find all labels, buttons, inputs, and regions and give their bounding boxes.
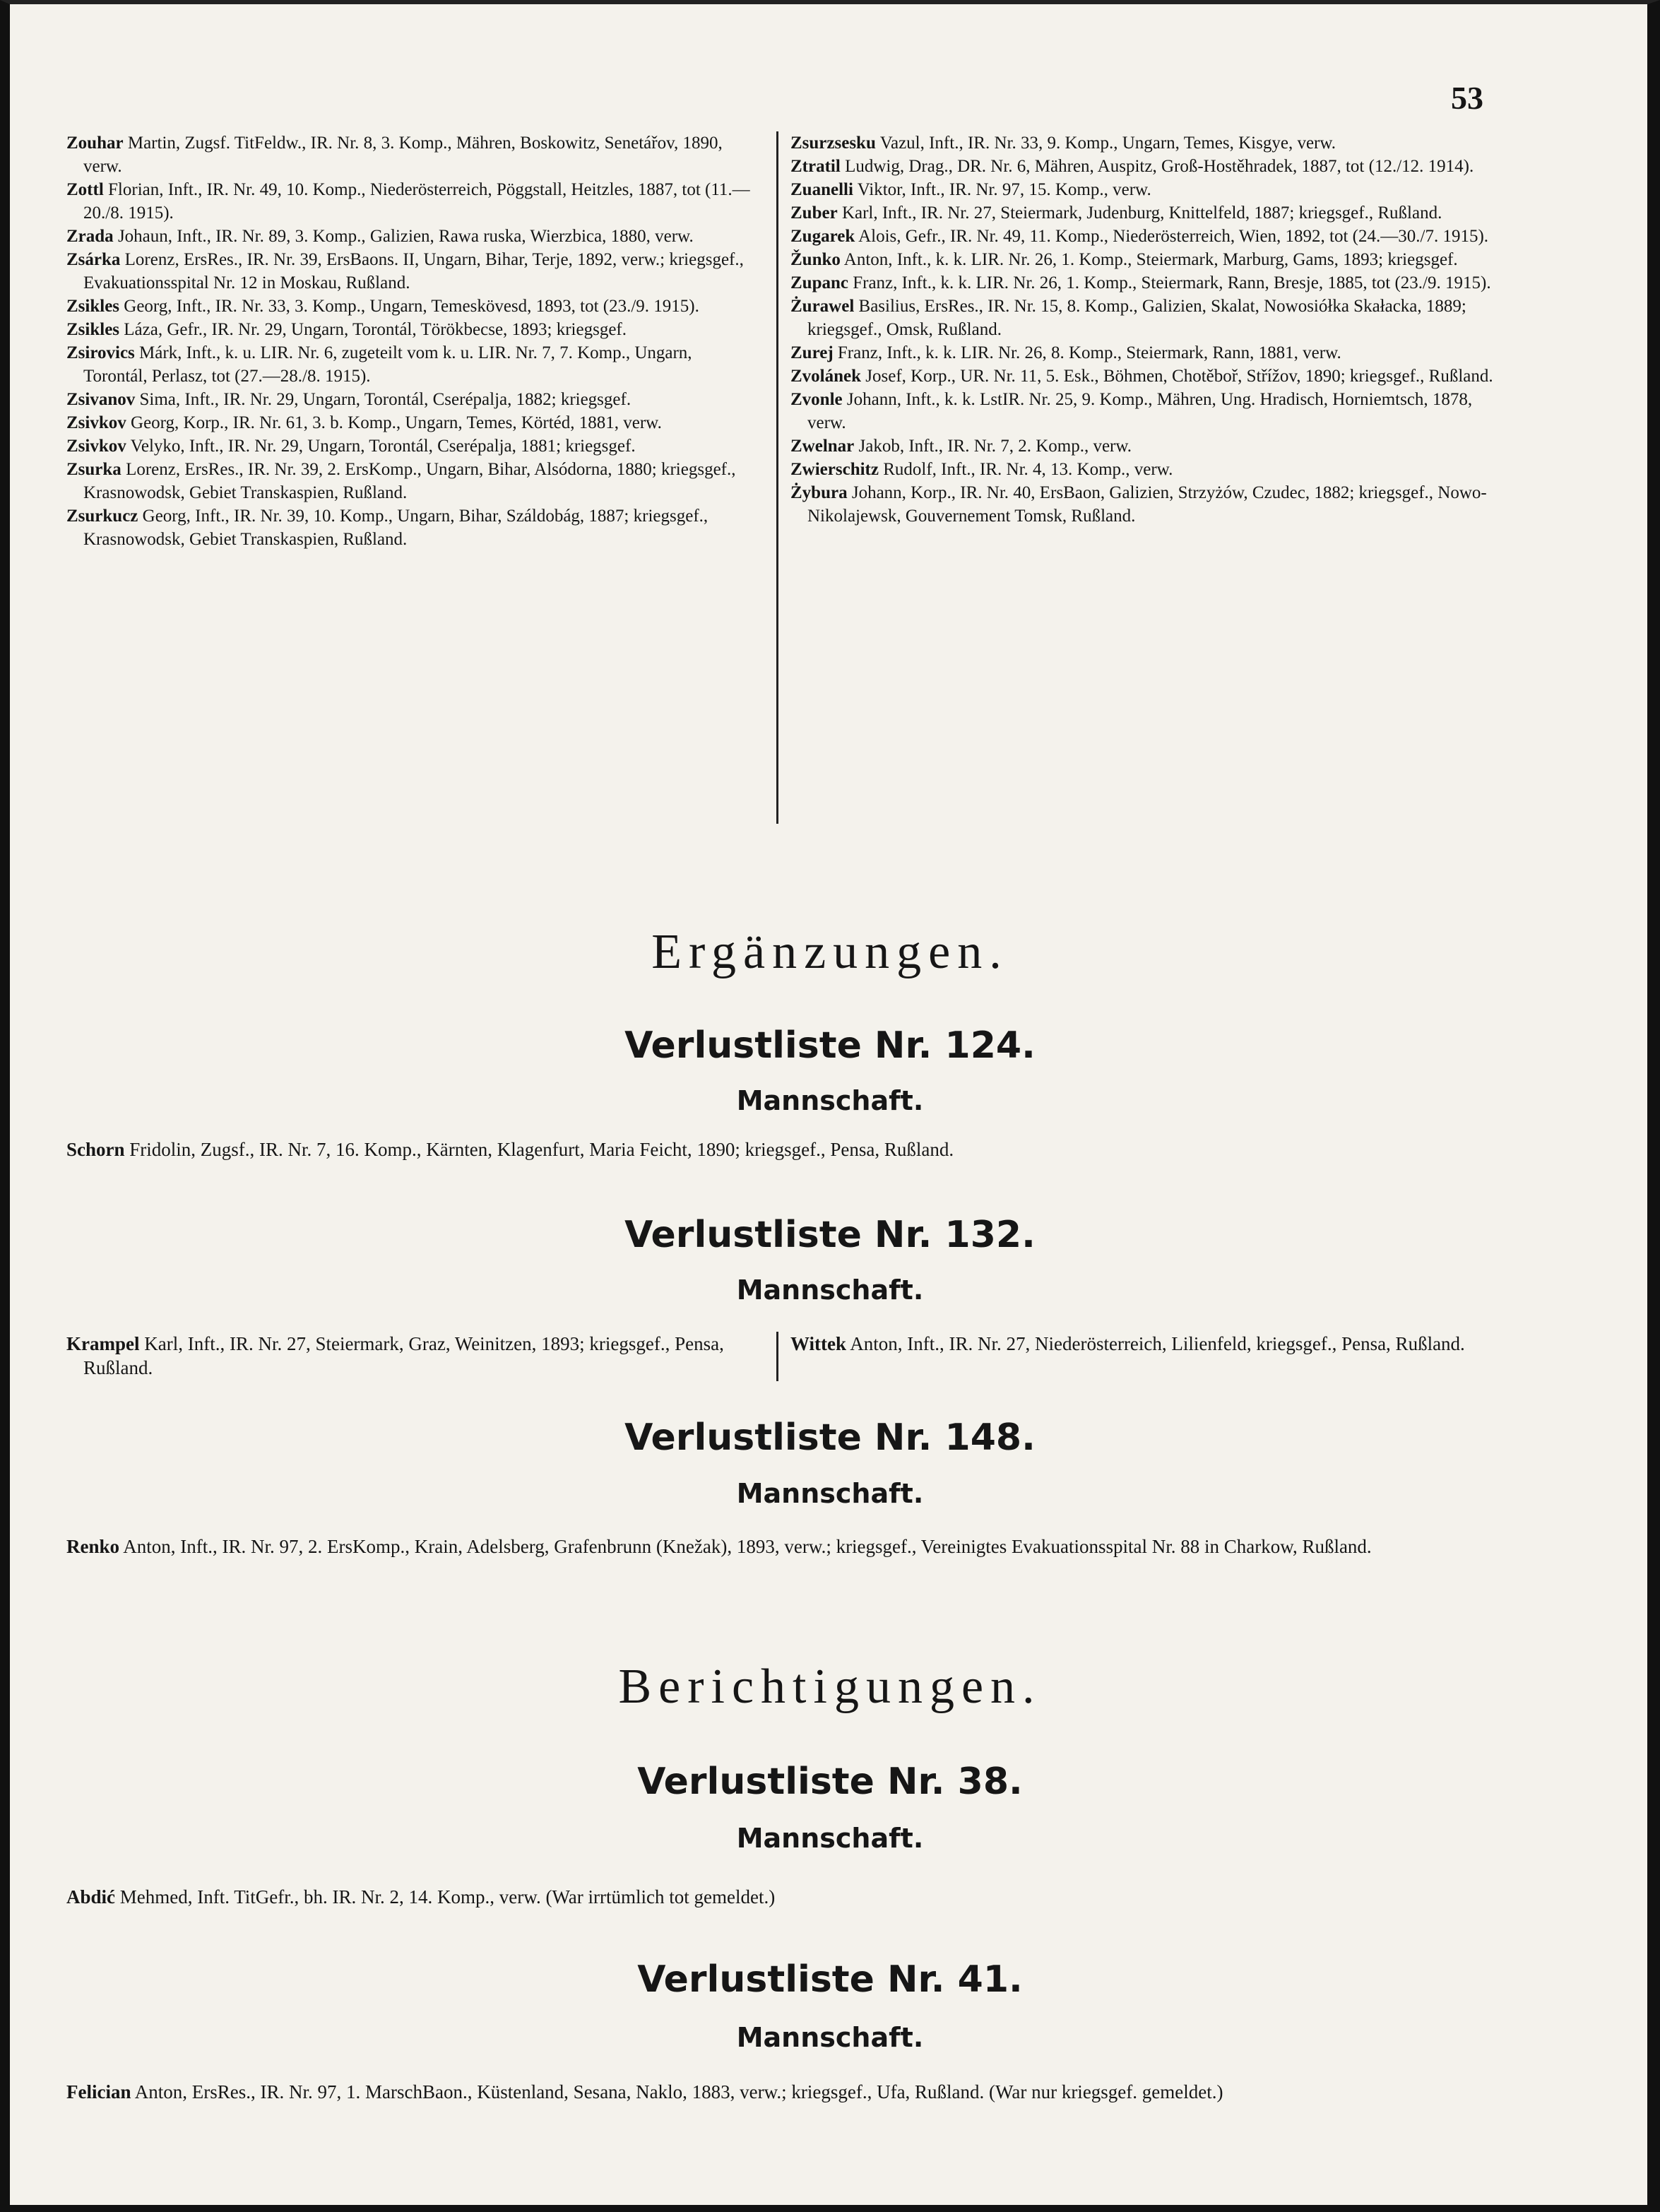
- entry-surname: Zrada: [66, 227, 114, 246]
- casualty-entry: [66, 458, 759, 504]
- entry-details: Sima, Inft., IR. Nr. 29, Ungarn, Torontál, Cserépalja, 1882; kriegsgef.: [139, 390, 632, 409]
- entry-surname: Zwelnar: [790, 437, 855, 456]
- entry-details: Georg, Inft., IR. Nr. 39, 10. Komp., Ungarn, Bihar, Száldobág, 1887; kriegsgef., Krasnowodsk, Gebiet Transkaspien, Rußland.: [83, 507, 709, 549]
- entry-surname: Schorn: [66, 1139, 125, 1160]
- column-divider: [776, 1332, 778, 1381]
- entry-surname: Zsikles: [66, 320, 120, 339]
- vl132-subtitle: Mannschaft.: [736, 1274, 924, 1306]
- entry-details: Georg, Korp., IR. Nr. 61, 3. b. Komp., Ungarn, Temes, Körtéd, 1881, verw.: [131, 413, 662, 432]
- entry-details: Anton, Inft., IR. Nr. 97, 2. ErsKomp., Krain, Adelsberg, Grafenbrunn (Knežak), 1893, verw.; kriegsgef., Vereinigtes Evakuationsspital Nr. 88 in Charkow, Rußland.: [123, 1536, 1372, 1557]
- entry-surname: Żybura: [790, 483, 848, 502]
- vl38-entry: [66, 1885, 1496, 1909]
- casualty-entry: [66, 504, 759, 551]
- casualty-entry: [790, 434, 1497, 458]
- entry-details: Johann, Korp., IR. Nr. 40, ErsBaon, Galizien, Strzyżów, Czudec, 1882; kriegsgef., Nowo-Nikolajewsk, Gouvernement Tomsk, Rußland.: [807, 483, 1487, 526]
- entry-details: Florian, Inft., IR. Nr. 49, 10. Komp., Niederösterreich, Pöggstall, Heitzles, 1887, tot (11.—20./8. 1915).: [83, 180, 750, 223]
- entry-details: Lorenz, ErsRes., IR. Nr. 39, ErsBaons. II, Ungarn, Bihar, Terje, 1892, verw.; kriegsgef., Evakuationsspital Nr. 12 in Moskau, Rußland.: [83, 250, 744, 292]
- berichtigungen-heading: Berichtigungen.: [618, 1660, 1042, 1714]
- erganzungen-heading: Ergänzungen.: [651, 925, 1009, 979]
- entry-surname: Zwierschitz: [790, 460, 879, 479]
- entry-surname: Zsárka: [66, 250, 121, 269]
- entry-details: Karl, Inft., IR. Nr. 27, Steiermark, Judenburg, Knittelfeld, 1887; kriegsgef., Rußland.: [841, 203, 1442, 223]
- vl124-title: Verlustliste Nr. 124.: [624, 1024, 1036, 1067]
- left-column: [66, 131, 759, 551]
- casualty-entry: [790, 341, 1497, 365]
- entry-surname: Zottl: [66, 180, 104, 199]
- casualty-entry: [66, 318, 759, 341]
- vl148-title: Verlustliste Nr. 148.: [624, 1416, 1036, 1459]
- entry-details: Ludwig, Drag., DR. Nr. 6, Mähren, Auspitz, Groß-Hostěhradek, 1887, tot (12./12. 1914).: [845, 157, 1474, 176]
- entry-surname: Zouhar: [66, 134, 124, 153]
- entry-details: Georg, Inft., IR. Nr. 33, 3. Komp., Ungarn, Temeskövesd, 1893, tot (23./9. 1915).: [124, 297, 699, 316]
- entry-details: Johaun, Inft., IR. Nr. 89, 3. Komp., Galizien, Rawa ruska, Wierzbica, 1880, verw.: [117, 227, 694, 246]
- entry-details: Martin, Zugsf. TitFeldw., IR. Nr. 8, 3. Komp., Mähren, Boskowitz, Senetářov, 1890, verw.: [83, 134, 723, 176]
- vl41-entry: [66, 2080, 1496, 2104]
- entry-surname: Zvolánek: [790, 367, 862, 386]
- entry-details: Vazul, Inft., IR. Nr. 33, 9. Komp., Ungarn, Temes, Kisgye, verw.: [879, 134, 1336, 153]
- entry-details: Anton, ErsRes., IR. Nr. 97, 1. MarschBaon., Küstenland, Sesana, Naklo, 1883, verw.; kriegsgef., Ufa, Rußland. (War nur kriegsgef. gemeldet.): [134, 2081, 1223, 2102]
- vl132-left-entry: [66, 1332, 776, 1380]
- entry-details: Lorenz, ErsRes., IR. Nr. 39, 2. ErsKomp., Ungarn, Bihar, Alsódorna, 1880; kriegsgef., Krasnowodsk, Gebiet Transkaspien, Rußland.: [83, 460, 736, 502]
- casualty-entry: [66, 295, 759, 318]
- entry-surname: Abdić: [66, 1886, 116, 1908]
- casualty-entry: [790, 178, 1497, 201]
- casualty-entry: [66, 178, 759, 225]
- entry-surname: Zuanelli: [790, 180, 853, 199]
- vl124-entry: [66, 1137, 1496, 1161]
- casualty-entry: [790, 201, 1497, 225]
- casualty-entry: [790, 295, 1497, 341]
- entry-surname: Zurej: [790, 343, 834, 362]
- entry-details: Mehmed, Inft. TitGefr., bh. IR. Nr. 2, 14. Komp., verw. (War irrtümlich tot gemeldet.): [119, 1886, 776, 1908]
- entry-details: Anton, Inft., IR. Nr. 27, Niederösterreich, Lilienfeld, kriegsgef., Pensa, Rußland.: [850, 1333, 1465, 1354]
- entry-details: Karl, Inft., IR. Nr. 27, Steiermark, Graz, Weinitzen, 1893; kriegsgef., Pensa, Rußland.: [83, 1333, 724, 1378]
- entry-surname: Zsivkov: [66, 437, 126, 456]
- vl41-subtitle: Mannschaft.: [736, 2022, 924, 2053]
- casualty-entry: [790, 388, 1497, 434]
- casualty-entry: [66, 411, 759, 434]
- entry-surname: Zuber: [790, 203, 838, 223]
- casualty-entry: [790, 271, 1497, 295]
- entry-surname: Zsikles: [66, 297, 120, 316]
- page-number: 53: [1451, 80, 1483, 116]
- entry-surname: Żurawel: [790, 297, 855, 316]
- casualty-entry: [790, 365, 1497, 388]
- casualty-entry: [66, 434, 759, 458]
- entry-surname: Ztratil: [790, 157, 841, 176]
- entry-details: Anton, Inft., k. k. LIR. Nr. 26, 1. Komp., Steiermark, Marburg, Gams, 1893; kriegsgef.: [843, 250, 1458, 269]
- entry-details: Basilius, ErsRes., IR. Nr. 15, 8. Komp., Galizien, Skalat, Nowosiółka Skałacka, 1889; kriegsgef., Omsk, Rußland.: [807, 297, 1466, 339]
- entry-surname: Wittek: [790, 1333, 846, 1354]
- entry-surname: Zsirovics: [66, 343, 135, 362]
- casualty-entry: [790, 458, 1497, 481]
- casualty-entry: [66, 225, 759, 248]
- entry-surname: Zsurzsesku: [790, 134, 876, 153]
- entry-surname: Žunko: [790, 250, 841, 269]
- vl132-right-entry: [790, 1332, 1500, 1356]
- vl38-title: Verlustliste Nr. 38.: [637, 1761, 1023, 1803]
- column-divider: [776, 131, 778, 824]
- entry-details: Franz, Inft., k. k. LIR. Nr. 26, 8. Komp., Steiermark, Rann, 1881, verw.: [837, 343, 1341, 362]
- entry-details: Fridolin, Zugsf., IR. Nr. 7, 16. Komp., Kärnten, Klagenfurt, Maria Feicht, 1890; kriegsgef., Pensa, Rußland.: [129, 1139, 954, 1160]
- entry-surname: Renko: [66, 1536, 120, 1557]
- entry-details: Viktor, Inft., IR. Nr. 97, 15. Komp., verw.: [857, 180, 1151, 199]
- vl148-entry: [66, 1534, 1496, 1559]
- casualty-entry: [66, 388, 759, 411]
- vl148-subtitle: Mannschaft.: [736, 1478, 924, 1509]
- vl41-title: Verlustliste Nr. 41.: [637, 1958, 1023, 2001]
- vl38-subtitle: Mannschaft.: [736, 1823, 924, 1854]
- entry-surname: Zsivkov: [66, 413, 126, 432]
- casualty-entry: [66, 341, 759, 388]
- casualty-entry: [790, 225, 1497, 248]
- casualty-entry: [66, 248, 759, 295]
- entry-details: Franz, Inft., k. k. LIR. Nr. 26, 1. Komp., Steiermark, Rann, Bresje, 1885, tot (23./9. 1915).: [853, 273, 1491, 292]
- entry-details: Jakob, Inft., IR. Nr. 7, 2. Komp., verw.: [858, 437, 1132, 456]
- entry-surname: Zugarek: [790, 227, 855, 246]
- vl124-subtitle: Mannschaft.: [736, 1085, 924, 1116]
- casualty-entry: [66, 131, 759, 178]
- entry-details: Alois, Gefr., IR. Nr. 49, 11. Komp., Niederösterreich, Wien, 1892, tot (24.—30./7. 1915).: [858, 227, 1489, 246]
- entry-surname: Zsurka: [66, 460, 121, 479]
- entry-surname: Krampel: [66, 1333, 140, 1354]
- casualty-entry: [790, 481, 1497, 528]
- entry-surname: Zupanc: [790, 273, 848, 292]
- entry-details: Velyko, Inft., IR. Nr. 29, Ungarn, Torontál, Cserépalja, 1881; kriegsgef.: [130, 437, 636, 456]
- entry-details: Láza, Gefr., IR. Nr. 29, Ungarn, Torontál, Törökbecse, 1893; kriegsgef.: [124, 320, 627, 339]
- casualty-entry: [790, 155, 1497, 178]
- entry-details: Márk, Inft., k. u. LIR. Nr. 6, zugeteilt vom k. u. LIR. Nr. 7, 7. Komp., Ungarn, Torontál, Perlasz, tot (27.—28./8. 1915).: [83, 343, 692, 386]
- entry-details: Johann, Inft., k. k. LstIR. Nr. 25, 9. Komp., Mähren, Ung. Hradisch, Horniemtsch, 1878, verw.: [807, 390, 1473, 432]
- entry-details: Josef, Korp., UR. Nr. 11, 5. Esk., Böhmen, Chotěboř, Střížov, 1890; kriegsgef., Rußland.: [865, 367, 1493, 386]
- casualty-entry: [790, 131, 1497, 155]
- entry-surname: Felician: [66, 2081, 131, 2102]
- entry-surname: Zsivanov: [66, 390, 136, 409]
- entry-surname: Zsurkucz: [66, 507, 138, 526]
- entry-details: Rudolf, Inft., IR. Nr. 4, 13. Komp., verw.: [883, 460, 1173, 479]
- vl132-title: Verlustliste Nr. 132.: [624, 1214, 1036, 1256]
- right-column: [790, 131, 1497, 528]
- casualty-entry: [790, 248, 1497, 271]
- entry-surname: Zvonle: [790, 390, 843, 409]
